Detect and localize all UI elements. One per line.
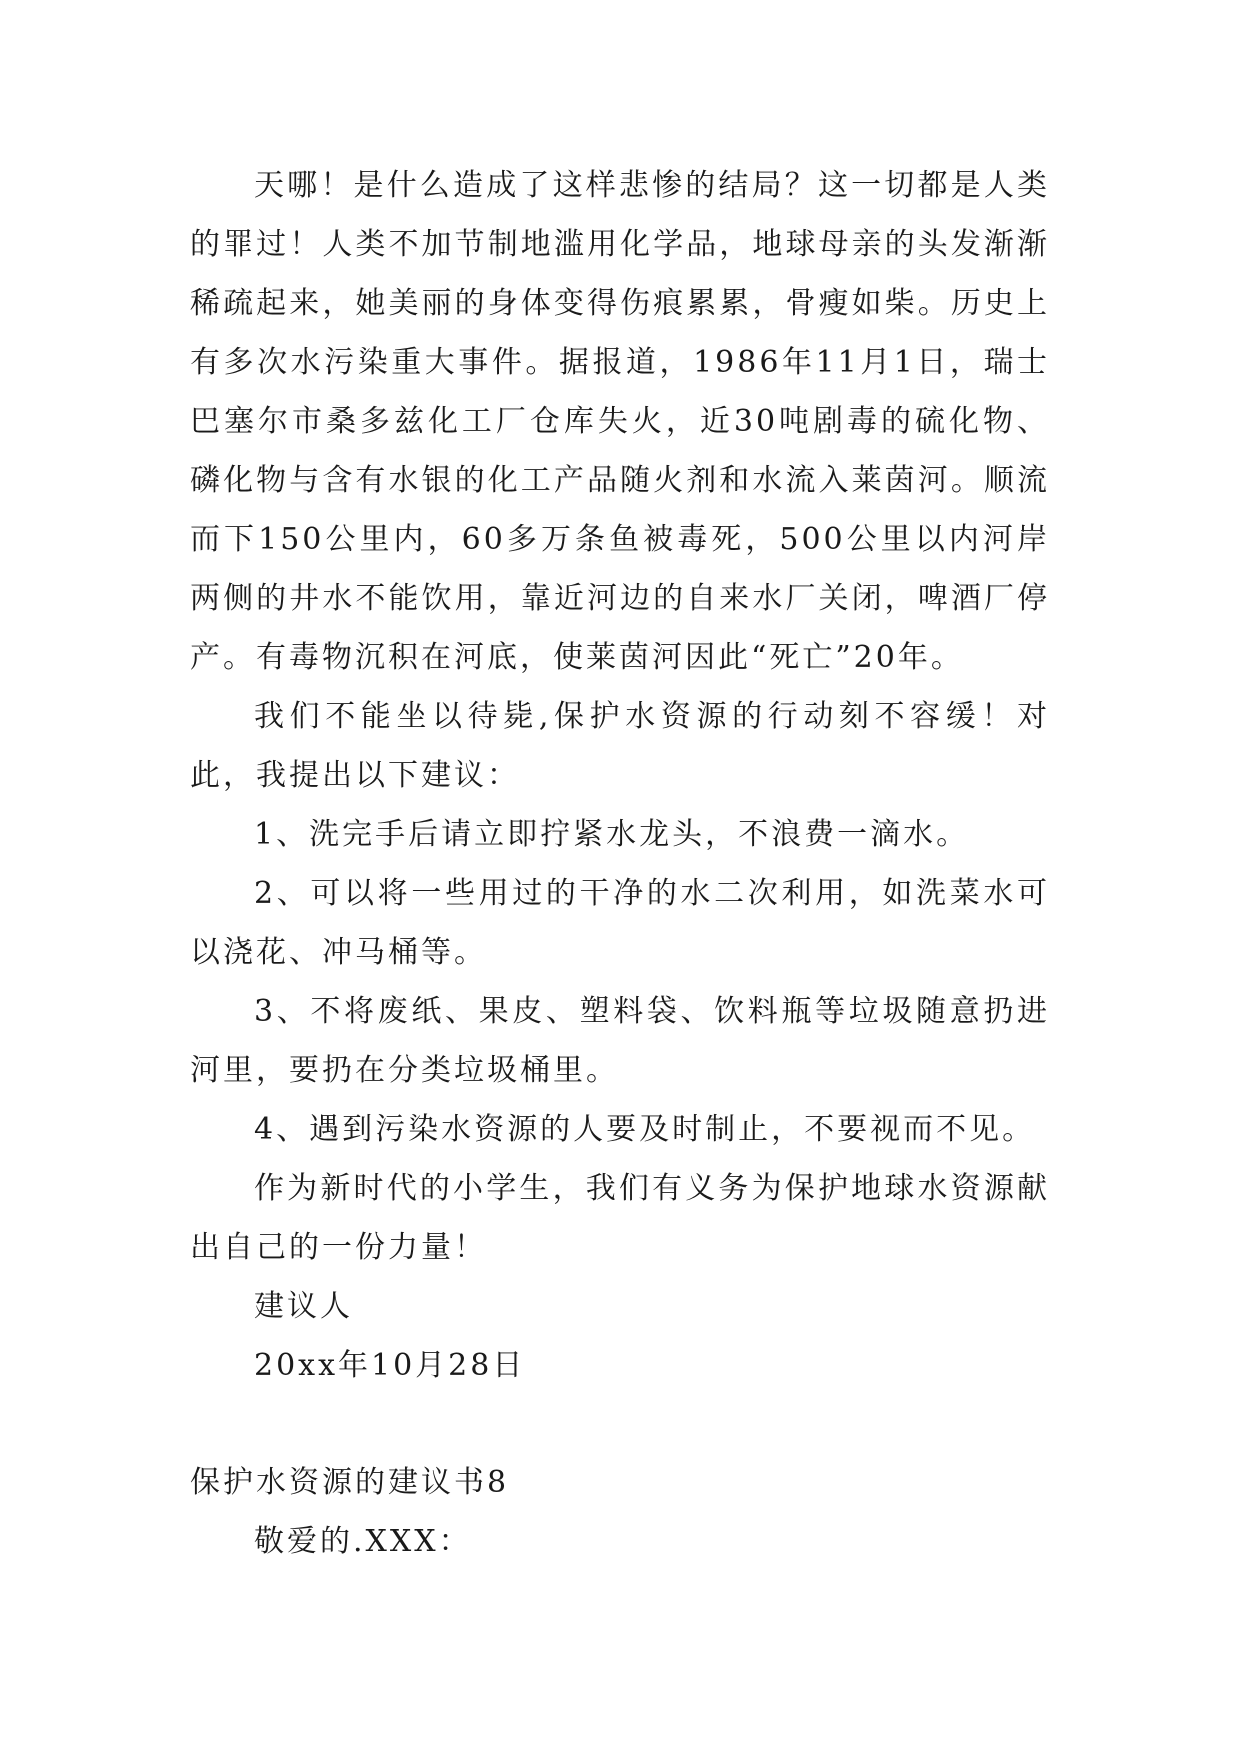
next-section-title: 保护水资源的建议书8 (190, 1465, 510, 1500)
suggestion-item-3: 3、不将废纸、果皮、塑料袋、饮料瓶等垃圾随意扔进河里，要扔在分类垃圾桶里。 (190, 994, 1050, 1088)
salutation: 敬爱的.XXX： (254, 1524, 472, 1559)
date: 20xx年10月28日 (254, 1348, 526, 1383)
paragraph-proposal-intro: 我们不能坐以待毙,保护水资源的行动刻不容缓！对此，我提出以下建议： (190, 699, 1050, 793)
suggestion-item-1: 1、洗完手后请立即拧紧水龙头，不浪费一滴水。 (254, 817, 970, 852)
document-body (190, 156, 1050, 1571)
section-gap (190, 1395, 1050, 1453)
paragraph-closing: 作为新时代的小学生，我们有义务为保护地球水资源献出自己的一份力量！ (190, 1171, 1050, 1265)
paragraph-water-pollution-history: 天哪！是什么造成了这样悲惨的结局？这一切都是人类的罪过！人类不加节制地滥用化学品，地球母亲的头发渐渐稀疏起来，她美丽的身体变得伤痕累累，骨瘦如柴。历史上有多次水污染重大事件。据报道，1986年11月1日，瑞士巴塞尔市桑多兹化工厂仓库失火，近30吨剧毒的硫化物、磷化物与含有水银的化工产品随火剂和水流入莱茵河。顺流而下150公里内，60多万条鱼被毒死，500公里以内河岸两侧的井水不能饮用，靠近河边的自来水厂关闭，啤酒厂停产。有毒物沉积在河底，使莱茵河因此“死亡”20年。 (190, 168, 1050, 675)
suggestion-item-2: 2、可以将一些用过的干净的水二次利用，如洗菜水可以浇花、冲马桶等。 (190, 876, 1050, 970)
signer: 建议人 (254, 1289, 353, 1324)
suggestion-item-4: 4、遇到污染水资源的人要及时制止，不要视而不见。 (254, 1112, 1036, 1147)
